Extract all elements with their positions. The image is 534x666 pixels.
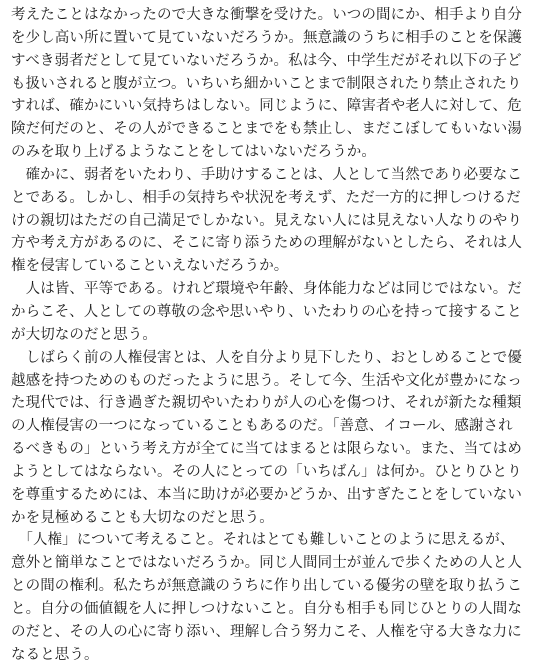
text-line: が大切なのだと思う。 [11,326,157,343]
text-line: 人は皆、平等である。けれど環境や年齢、身体能力などは同じではない。だ [11,281,522,298]
text-line: 方や考え方があるのに、そこに寄り添うための理解がないとしたら、それは人 [11,235,522,252]
text-line: 「人権」について考えること。それはとても難しいことのように思えるが、 [11,532,515,549]
text-line: しばらく前の人権侵害とは、人を自分より見下したり、おとしめることで優 [11,349,522,366]
text-line: とである。しかし、相手の気持ちや状況を考えず、ただ一方的に押しつけるだ [11,189,521,206]
text-line: 権を侵害していることいえないだろうか。 [11,258,289,275]
text-line: た現代では、行き過ぎた親切やいたわりが人の心を傷つけ、それが新たな種類 [11,395,522,412]
text-line: を尊重するためには、本当に助けが必要かどうか、出すぎたことをしていない [11,486,522,503]
text-line: と。自分の価値観を人に押しつけないこと。自分も相手も同じひとりの人間な [11,600,522,617]
text-line: との間の権利。私たちが無意識のうちに作り出している優劣の壁を取り払うこ [11,578,522,595]
text-line: のだと、その人の心に寄り添い、理解し合う努力こそ、人権を守る大きな力に [11,623,522,640]
text-line: 険だ何だのと、その人ができることまでをも禁止し、まだこぼしてもいない湯 [11,121,522,138]
text-line: ようとしてはならない。その人にとっての「いちばん」は何か。ひとりひとり [11,463,522,480]
essay-document [11,4,531,666]
text-line: のみを取り上げるようなことをしてはいないだろうか。 [11,144,376,161]
text-line: 越感を持つためのものだったように思う。そして今、生活や文化が豊かになっ [11,372,522,389]
text-line: 意外と簡単なことではないだろうか。同じ人間同士が並んで歩くための人と人 [11,555,522,572]
text-line: なると思う。 [11,646,99,663]
text-line: るべきもの」という考え方が全てに当てはまるとは限らない。また、当てはめ [11,441,522,458]
text-line: 考えたことはなかったので大きな衝撃を受けた。いつの間にか、相手より自分 [11,7,522,23]
text-line: の人権侵害の一つになっていることもあるのだ。「善意、イコール、感謝され [11,418,513,435]
text-line: も扱いされると腹が立つ。いちいち細かいことまで制限されたり禁止されたり [11,75,522,92]
text-line: かを見極めることも大切なのだと思う。 [11,509,274,526]
text-line: すべき弱者だとして見ていないだろうか。私は今、中学生だがそれ以下の子ど [11,52,522,69]
text-line: すれば、確かにいい気持ちはしない。同じように、障害者や老人に対して、危 [11,98,522,115]
text-line: けの親切はただの自己満足でしかない。見えない人には見えない人なりのやり [11,212,522,229]
text-line: からこそ、人としての尊敬の念や思いやり、いたわりの心を持って接すること [11,303,522,320]
text-line: 確かに、弱者をいたわり、手助けすることは、人として当然であり必要なこ [11,166,522,183]
text-line: を少し高い所に置いて見ていないだろうか。無意識のうちに相手のことを保護 [11,29,522,46]
